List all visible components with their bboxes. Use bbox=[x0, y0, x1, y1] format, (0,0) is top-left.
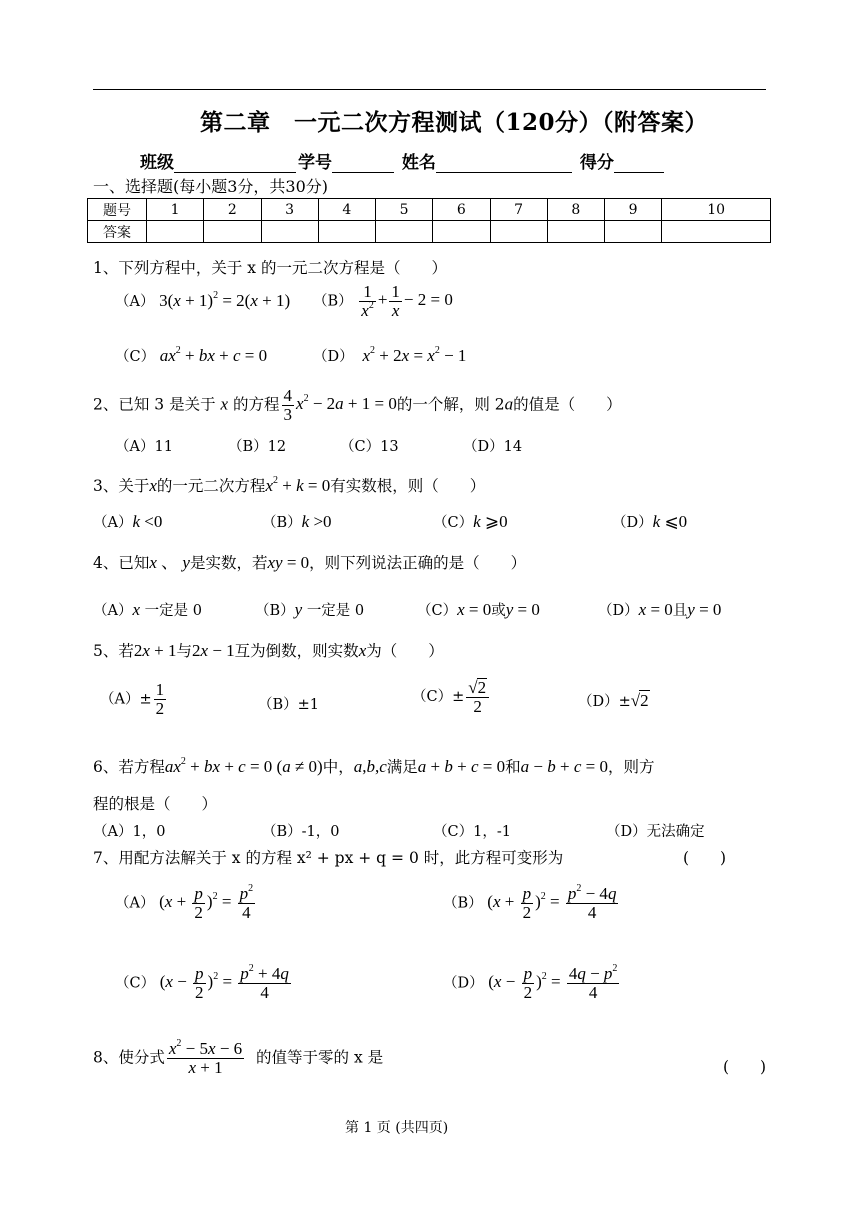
q3-option-d: （D）k ⩽0 bbox=[612, 512, 688, 531]
q4-option-d: （D）x = 0且y = 0 bbox=[598, 600, 722, 619]
table-header-cell: 题号 bbox=[88, 199, 147, 221]
answer-cell[interactable] bbox=[261, 221, 318, 243]
answer-cell[interactable] bbox=[147, 221, 204, 243]
q3-option-a: （A）k <0 bbox=[93, 512, 163, 531]
q6-option-a: （A）1，0 bbox=[93, 824, 166, 840]
question-1-stem: 1、下列方程中，关于 x 的一元二次方程是（ ） bbox=[93, 259, 447, 277]
question-8-answer-paren: ( ) bbox=[723, 1058, 767, 1076]
table-cell: 4 bbox=[318, 199, 375, 221]
q2-option-d: （D）14 bbox=[463, 439, 523, 455]
q5-option-c: （C）± $\frac{√2}{2}$ bbox=[412, 678, 491, 716]
table-cell: 9 bbox=[605, 199, 662, 221]
answer-cell[interactable] bbox=[490, 221, 547, 243]
q2-option-c: （C）13 bbox=[340, 439, 399, 455]
q5-option-b: （B）±1 bbox=[258, 697, 320, 713]
q4-option-b: （B）y 一定是 0 bbox=[255, 600, 365, 619]
table-cell: 1 bbox=[147, 199, 204, 221]
q2-option-b: （B）12 bbox=[228, 439, 287, 455]
table-cell: 5 bbox=[376, 199, 433, 221]
table-row bbox=[88, 221, 771, 243]
answer-cell[interactable] bbox=[547, 221, 604, 243]
table-row bbox=[88, 199, 771, 221]
answer-table bbox=[87, 198, 771, 243]
q4-option-c: （C）x = 0或y = 0 bbox=[417, 600, 540, 619]
q1-option-a: （A） $3(x + 1)^2 = 2(x + 1)$ bbox=[115, 290, 291, 310]
table-cell: 6 bbox=[433, 199, 490, 221]
q1-b-formula: $\frac{1}{x^2}$ + $\frac{1}{x}$ − 2 = 0 bbox=[361, 282, 453, 320]
name-blank bbox=[436, 154, 572, 173]
question-7-answer-paren: ( ) bbox=[683, 849, 727, 867]
q1-c-formula: $ax^2$ + bx + c = 0 bbox=[159, 345, 268, 365]
answer-cell[interactable] bbox=[433, 221, 490, 243]
question-6-stem: 6、若方程$ax^2$ + bx + c = 0 (a ≠ 0)中，a,b,c满足a + b + c = 0和a − b + c = 0，则方 bbox=[93, 756, 655, 776]
q7-option-c: （C） (x − $\frac{p}{2}$ )$^2$ = $\frac{p^2 + 4q}{4}$ bbox=[115, 963, 289, 1002]
q5-option-a: （A）± $\frac{1}{2}$ bbox=[100, 680, 165, 718]
q5-option-d: （D）±√2 bbox=[578, 691, 649, 710]
q6-option-c: （C）1，-1 bbox=[433, 824, 511, 840]
q1-option-b: （B） $\frac{1}{x^2}$ + $\frac{1}{x}$ − 2 = 0 bbox=[313, 282, 453, 320]
q3-option-b: （B）k >0 bbox=[262, 512, 332, 531]
q1-a-formula: $3(x + 1)^2 = 2(x + 1)$ bbox=[159, 290, 291, 310]
question-5-stem: 5、若2x + 1与2x − 1互为倒数，则实数x为（ ） bbox=[93, 641, 444, 660]
answer-cell[interactable] bbox=[318, 221, 375, 243]
question-8-stem: 8、使分式 $\frac{x^2 - 5x - 6}{x + 1}$ 的值等于零的 x 是 bbox=[93, 1038, 384, 1077]
q7-option-b: （B） (x + $\frac{p}{2}$ )$^2$ = $\frac{p^2 - 4q}{4}$ bbox=[443, 883, 617, 922]
page-title: 第二章 一元二次方程测试（120分）（附答案） bbox=[200, 109, 709, 136]
question-2-stem: 2、已知 3 是关于 x 的方程 $\frac{4}{3}$ $x^2 - 2a + 1 = 0$的一个解，则 2a的值是（ ） bbox=[93, 386, 622, 424]
score-label: 得分 bbox=[579, 153, 614, 173]
q2-option-a: （A）11 bbox=[115, 439, 173, 455]
q7-option-a: （A） (x + $\frac{p}{2}$ )$^2$ = $\frac{p^2}{4}$ bbox=[115, 883, 254, 922]
header-rule bbox=[93, 89, 766, 90]
class-blank bbox=[174, 154, 296, 173]
page-footer: 第 1 页 (共四页) bbox=[345, 1120, 449, 1136]
question-6-stem-line2: 程的根是（ ） bbox=[93, 795, 218, 813]
q6-option-b: （B）-1，0 bbox=[262, 824, 340, 840]
student-info-line bbox=[140, 148, 666, 173]
q6-option-d: （D）无法确定 bbox=[606, 824, 705, 840]
q1-option-d: （D） $x^2 + 2x = x^2 - 1$ bbox=[313, 345, 467, 365]
table-cell: 7 bbox=[490, 199, 547, 221]
question-3-stem: 3、关于x的一元二次方程$x^2 + k = 0$有实数根，则（ ） bbox=[93, 475, 486, 495]
q4-option-a: （A）x 一定是 0 bbox=[93, 600, 202, 619]
table-cell: 10 bbox=[662, 199, 771, 221]
question-7-stem: 7、用配方法解关于 x 的方程 x² + px + q = 0 时，此方程可变形为 bbox=[93, 849, 564, 867]
table-cell: 2 bbox=[204, 199, 261, 221]
table-cell: 3 bbox=[261, 199, 318, 221]
question-4-stem: 4、已知x 、 y是实数，若xy = 0，则下列说法正确的是（ ） bbox=[93, 553, 527, 572]
q7-option-d: （D） (x − $\frac{p}{2}$ )$^2$ = $\frac{4q - p^2}{4}$ bbox=[443, 963, 618, 1002]
answer-cell[interactable] bbox=[376, 221, 433, 243]
q3-option-c: （C）k ⩾0 bbox=[433, 512, 508, 531]
class-label: 班级 bbox=[140, 153, 174, 173]
q1-option-c: （C） $ax^2$ + bx + c = 0 bbox=[115, 345, 268, 365]
id-label: 学号 bbox=[298, 153, 332, 173]
id-blank bbox=[332, 154, 394, 173]
section-heading: 一、选择题(每小题3分，共30分) bbox=[93, 177, 329, 196]
q1-d-formula: $x^2 + 2x = x^2 - 1$ bbox=[362, 345, 467, 365]
table-header-cell: 答案 bbox=[88, 221, 147, 243]
answer-cell[interactable] bbox=[662, 221, 771, 243]
score-blank bbox=[614, 154, 664, 173]
table-cell: 8 bbox=[547, 199, 604, 221]
name-label: 姓名 bbox=[401, 153, 436, 173]
answer-cell[interactable] bbox=[204, 221, 261, 243]
answer-cell[interactable] bbox=[605, 221, 662, 243]
